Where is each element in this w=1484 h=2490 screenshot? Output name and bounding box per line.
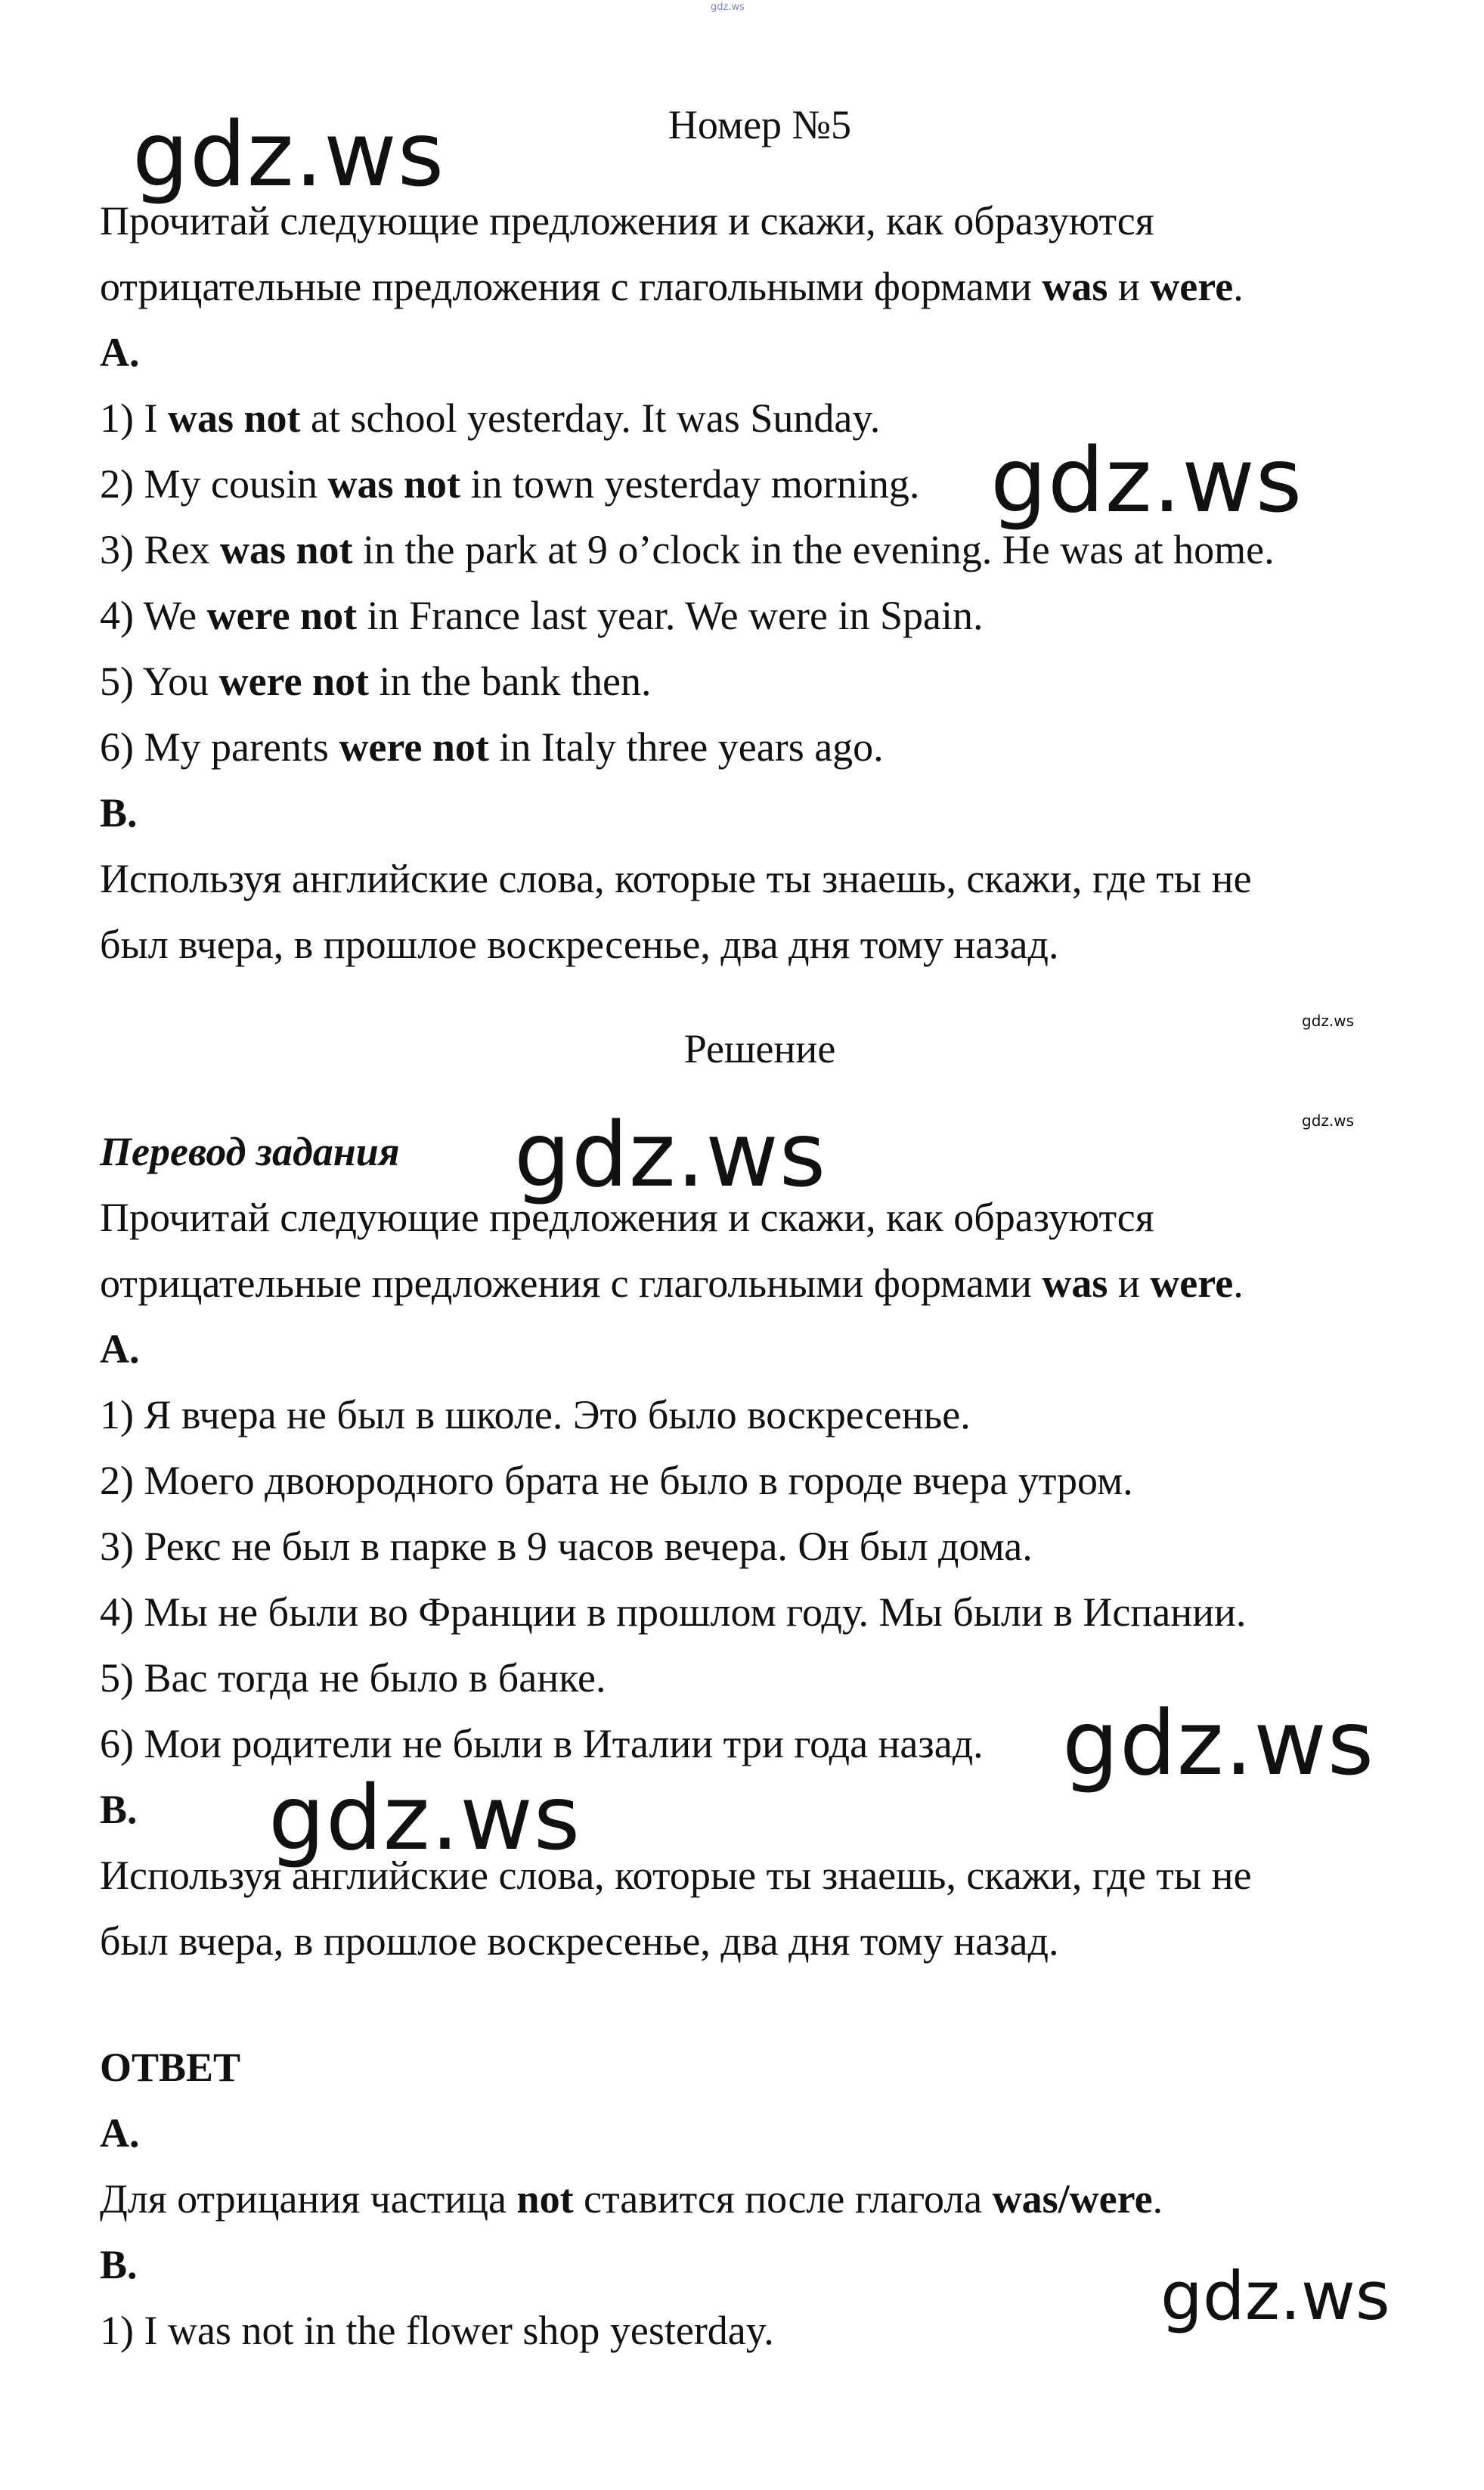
task-sentence-6: 6) My parents were not in Italy three years ago. [100,724,884,770]
task-sentence-2: 2) My cousin was not in town yesterday morning. [100,461,920,507]
task-sentence-5: 5) You were not in the bank then. [100,659,652,704]
watermark-logo: gdz.ws [268,1766,581,1870]
translation-sentence-1: 1) Я вчера не был в школе. Это было воскресенье. [100,1392,971,1437]
task-b-line2: был вчера, в прошлое воскресенье, два дня тому назад. [100,922,1059,967]
answer-heading: ОТВЕТ [100,2045,241,2090]
answer-section-a: A. [100,2110,140,2156]
answer-a-line: Для отрицания частица not ставится после глагола was/were. [100,2176,1163,2222]
translation-b-line1: Используя английские слова, которые ты знаешь, скажи, где ты не [100,1853,1252,1898]
translation-sentence-6: 6) Мои родители не были в Италии три года назад. [100,1721,984,1766]
task-intro-line1: Прочитай следующие предложения и скажи, как образуются [100,198,1154,243]
translation-b-line2: был вчера, в прошлое воскресенье, два дня тому назад. [100,1918,1059,1964]
translation-heading: Перевод задания [100,1129,400,1174]
watermark-small: gdz.ws [1302,1012,1355,1030]
translation-section-b: B. [100,1787,138,1832]
translation-intro-line1: Прочитай следующие предложения и скажи, как образуются [100,1195,1154,1240]
task-section-b: B. [100,790,138,836]
watermark-small: gdz.ws [1302,1112,1355,1130]
answer-b-line1: 1) I was not in the flower shop yesterday. [100,2308,774,2353]
watermark-logo: gdz.ws [990,428,1303,532]
translation-intro-line2: отрицательные предложения с глагольными формами was и were. [100,1261,1244,1306]
translation-sentence-5: 5) Вас тогда не было в банке. [100,1655,606,1701]
answer-section-b: B. [100,2242,138,2287]
top-watermark: gdz.ws [711,2,745,13]
watermark-logo: gdz.ws [514,1102,827,1207]
task-section-a: A. [100,330,140,375]
translation-sentence-3: 3) Рекс не был в парке в 9 часов вечера. Он был дома. [100,1524,1033,1569]
translation-section-a: A. [100,1326,140,1372]
task-sentence-3: 3) Rex was not in the park at 9 o’clock in the evening. He was at home. [100,527,1275,572]
translation-sentence-4: 4) Мы не были во Франции в прошлом году. Мы были в Испании. [100,1589,1247,1635]
task-sentence-1: 1) I was not at school yesterday. It was Sunday. [100,395,881,441]
watermark-logo: gdz.ws [132,102,445,206]
solution-title: Решение [683,1026,836,1071]
task-sentence-4: 4) We were not in France last year. We were in Spain. [100,593,984,638]
page-title: Номер №5 [668,102,852,147]
watermark-logo: gdz.ws [1062,1691,1375,1795]
task-b-line1: Используя английские слова, которые ты знаешь, скажи, где ты не [100,856,1252,901]
watermark-logo: gdz.ws [1160,2257,1390,2335]
task-intro-line2: отрицательные предложения с глагольными формами was и were. [100,264,1244,309]
translation-sentence-2: 2) Моего двоюродного брата не было в городе вчера утром. [100,1458,1133,1503]
